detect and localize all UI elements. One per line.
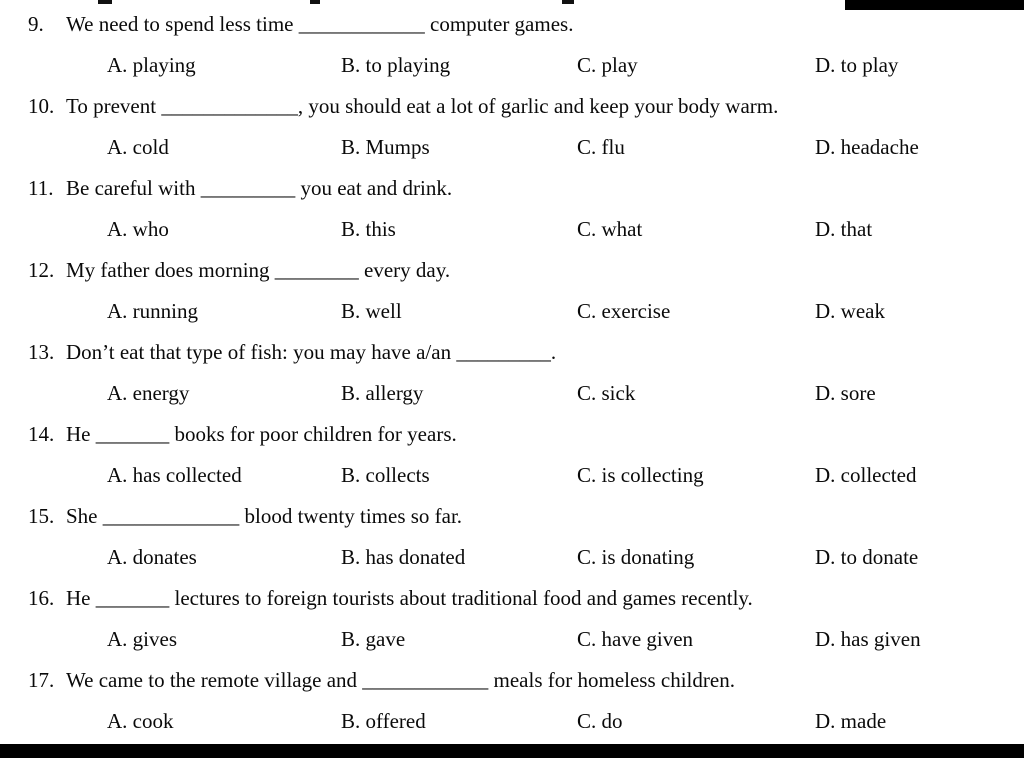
option-d: D. to play — [815, 53, 899, 77]
options-row — [0, 373, 1024, 414]
question-number: 12. — [28, 258, 55, 282]
question-block — [0, 332, 1024, 414]
question-block — [0, 414, 1024, 496]
option-d: D. collected — [815, 463, 917, 487]
question-number: 15. — [28, 504, 55, 528]
question-text: She _____________ blood twenty times so far. — [66, 504, 463, 528]
option-c: C. is collecting — [577, 463, 704, 487]
question-list — [0, 4, 1024, 742]
option-a: A. has collected — [107, 463, 242, 487]
option-b: B. has donated — [341, 545, 466, 569]
question-number: 10. — [28, 94, 55, 118]
question-text: My father does morning ________ every day. — [66, 258, 451, 282]
option-d: D. weak — [815, 299, 885, 323]
option-b: B. collects — [341, 463, 430, 487]
question-row — [0, 168, 1024, 209]
option-b: B. Mumps — [341, 135, 430, 159]
question-number: 11. — [28, 176, 54, 200]
option-d: D. headache — [815, 135, 919, 159]
question-number: 16. — [28, 586, 55, 610]
option-d: D. made — [815, 709, 887, 733]
option-d: D. that — [815, 217, 873, 241]
option-b: B. well — [341, 299, 402, 323]
options-row — [0, 291, 1024, 332]
option-d: D. has given — [815, 627, 921, 651]
question-row — [0, 4, 1024, 45]
question-text: Don’t eat that type of fish: you may have a/an _________. — [66, 340, 557, 364]
option-b: B. this — [341, 217, 396, 241]
options-row — [0, 455, 1024, 496]
question-text: To prevent _____________, you should eat a lot of garlic and keep your body warm. — [66, 94, 779, 118]
option-c: C. sick — [577, 381, 636, 405]
option-a: A. playing — [107, 53, 196, 77]
option-a: A. donates — [107, 545, 197, 569]
option-b: B. offered — [341, 709, 426, 733]
question-block — [0, 4, 1024, 86]
question-row — [0, 250, 1024, 291]
option-a: A. energy — [107, 381, 190, 405]
options-row — [0, 537, 1024, 578]
options-row — [0, 619, 1024, 660]
option-c: C. do — [577, 709, 623, 733]
question-block — [0, 86, 1024, 168]
options-row — [0, 209, 1024, 250]
question-row — [0, 86, 1024, 127]
bottom-edge-scan-bar — [0, 744, 1024, 758]
question-number: 14. — [28, 422, 55, 446]
option-c: C. exercise — [577, 299, 671, 323]
options-row — [0, 701, 1024, 742]
option-b: B. gave — [341, 627, 406, 651]
question-row — [0, 332, 1024, 373]
options-row — [0, 127, 1024, 168]
question-row — [0, 660, 1024, 701]
question-block — [0, 496, 1024, 578]
question-number: 9. — [28, 12, 44, 36]
option-c: C. play — [577, 53, 638, 77]
question-number: 13. — [28, 340, 55, 364]
question-text: He _______ lectures to foreign tourists about traditional food and games recently. — [66, 586, 753, 610]
option-a: A. cook — [107, 709, 174, 733]
question-block — [0, 168, 1024, 250]
question-text: He _______ books for poor children for years. — [66, 422, 457, 446]
option-a: A. gives — [107, 627, 177, 651]
option-d: D. sore — [815, 381, 876, 405]
question-row — [0, 414, 1024, 455]
question-number: 17. — [28, 668, 55, 692]
option-a: A. who — [107, 217, 169, 241]
question-text: We need to spend less time ____________ computer games. — [66, 12, 574, 36]
option-a: A. cold — [107, 135, 169, 159]
options-row — [0, 45, 1024, 86]
option-d: D. to donate — [815, 545, 919, 569]
option-c: C. is donating — [577, 545, 695, 569]
question-row — [0, 578, 1024, 619]
option-b: B. allergy — [341, 381, 424, 405]
question-text: Be careful with _________ you eat and drink. — [66, 176, 453, 200]
question-row — [0, 496, 1024, 537]
question-text: We came to the remote village and ____________ meals for homeless children. — [66, 668, 735, 692]
option-b: B. to playing — [341, 53, 451, 77]
question-block — [0, 250, 1024, 332]
question-block — [0, 660, 1024, 742]
option-c: C. what — [577, 217, 643, 241]
option-c: C. flu — [577, 135, 625, 159]
question-block — [0, 578, 1024, 660]
option-a: A. running — [107, 299, 198, 323]
option-c: C. have given — [577, 627, 694, 651]
